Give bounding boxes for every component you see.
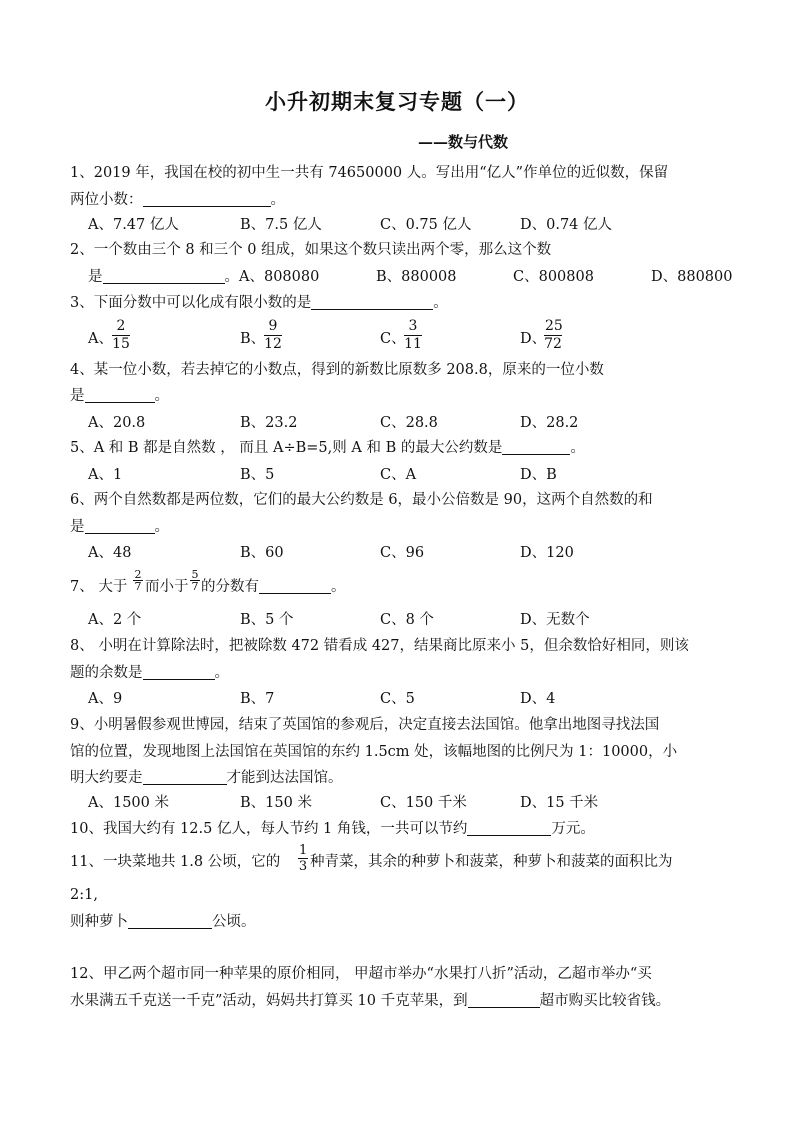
question-9-text: 明大约要走 xyxy=(70,770,143,786)
question-3-text: 3、下面分数中可以化成有限小数的是 xyxy=(70,295,312,311)
question-8-line-1: 8、 小明在计算除法时，把被除数 472 错看成 427，结果商比原来小 5，但余数恰好相同，则该 xyxy=(70,638,689,654)
q3-option-d-fraction xyxy=(544,318,562,353)
question-1-end: 。 xyxy=(270,192,285,208)
question-1-line-1: 1、2019 年，我国在校的初中生一共有 74650000 人。写出用“亿人”作单位的近似数，保留 xyxy=(70,165,669,181)
fraction-numerator: 3 xyxy=(404,318,422,336)
q4-option-c: C、28.8 xyxy=(380,415,438,431)
q2-option-c: C、800808 xyxy=(513,269,594,285)
question-11-ratio: 2:1, xyxy=(70,887,98,903)
fraction-numerator: 5 xyxy=(191,568,199,581)
q5-option-c: C、A xyxy=(380,467,417,483)
question-11-line-3 xyxy=(70,912,256,932)
fraction-numerator: 9 xyxy=(264,318,282,336)
answer-blank-4[interactable] xyxy=(85,386,155,403)
fraction-numerator: 2 xyxy=(112,318,130,336)
q1-option-b: B、7.5 亿人 xyxy=(240,217,322,233)
question-9-line-3 xyxy=(70,768,343,788)
answer-blank-1[interactable] xyxy=(143,190,271,207)
question-5-text: 5、A 和 B 都是自然数 ， 而且 A÷B=5,则 A 和 B 的最大公约数是 xyxy=(70,440,503,456)
q9-option-a: A、1500 米 xyxy=(88,795,169,811)
q8-option-d: D、4 xyxy=(520,691,556,707)
question-7-mid: 而小于 xyxy=(145,579,189,595)
page-title: 小升初期末复习专题（一） xyxy=(265,89,529,114)
q3-option-b-label: B、 xyxy=(240,331,266,347)
fraction-denominator: 7 xyxy=(191,580,199,593)
q7-option-a: A、2 个 xyxy=(88,612,142,628)
q8-option-a: A、9 xyxy=(88,691,123,707)
q6-option-d: D、120 xyxy=(520,545,574,561)
question-3-end: 。 xyxy=(433,295,448,311)
question-4-text: 是 xyxy=(70,388,85,404)
answer-blank-11[interactable] xyxy=(128,912,212,929)
answer-blank-2[interactable] xyxy=(103,267,225,284)
q2-option-a: A、808080 xyxy=(239,269,320,285)
question-8-line-2 xyxy=(70,663,229,683)
fraction-denominator: 7 xyxy=(134,580,142,593)
question-6-line-1: 6、两个自然数都是两位数，它们的最大公约数是 6，最小公倍数是 90，这两个自然数的和 xyxy=(70,492,653,508)
q4-option-d: D、28.2 xyxy=(520,415,579,431)
q2-option-b: B、880008 xyxy=(376,269,457,285)
fraction-numerator: 2 xyxy=(134,568,142,581)
question-6-text: 是 xyxy=(70,519,85,535)
question-1-text: 两位小数： xyxy=(70,192,143,208)
q11-fraction xyxy=(298,843,308,874)
page-subtitle: ——数与代数 xyxy=(418,133,509,151)
q4-option-b: B、23.2 xyxy=(240,415,298,431)
q5-option-d: D、B xyxy=(520,467,557,483)
question-12-line-2 xyxy=(70,991,670,1011)
question-2-line-1: 2、一个数由三个 8 和三个 0 组成，如果这个数只读出两个零，那么这个数 xyxy=(70,242,552,258)
question-4-line-1: 4、某一位小数，若去掉它的小数点，得到的新数比原数多 208.8，原来的一位小数 xyxy=(70,362,604,378)
answer-blank-12[interactable] xyxy=(468,991,540,1008)
q7-option-c: C、8 个 xyxy=(380,612,434,628)
fraction-denominator: 72 xyxy=(544,336,562,352)
question-7-suffix-line xyxy=(201,577,346,597)
q7-option-d: D、无数个 xyxy=(520,612,590,628)
question-7-end: 。 xyxy=(331,579,346,595)
q5-option-a: A、1 xyxy=(88,467,123,483)
question-4-end: 。 xyxy=(154,388,169,404)
question-10-end: 万元。 xyxy=(551,821,595,837)
question-7-suffix: 的分数有 xyxy=(201,579,259,595)
answer-blank-7[interactable] xyxy=(259,577,331,594)
question-12-line-1: 12、甲乙两个超市同一种苹果的原价相同， 甲超市举办“水果打八折”活动，乙超市举办“买 xyxy=(70,966,652,982)
question-10-text: 10、我国大约有 12.5 亿人，每人节约 1 角钱，一共可以节约 xyxy=(70,821,468,837)
question-4-line-2 xyxy=(70,386,169,406)
question-2-line-2 xyxy=(88,267,319,287)
fraction-numerator: 25 xyxy=(545,318,563,334)
q9-option-c: C、150 千米 xyxy=(380,795,467,811)
answer-blank-9[interactable] xyxy=(143,768,227,785)
fraction-numerator: 1 xyxy=(299,843,308,858)
question-12-end: 超市购买比较省钱。 xyxy=(539,993,671,1009)
q3-option-a-fraction xyxy=(112,318,130,353)
question-6-line-2 xyxy=(70,517,169,537)
q9-option-d: D、15 千米 xyxy=(520,795,599,811)
answer-blank-8[interactable] xyxy=(143,663,215,680)
question-11-suffix: 种青菜，其余的种萝卜和菠菜，种萝卜和菠菜的面积比为 xyxy=(310,854,673,870)
q7-fraction-1 xyxy=(133,569,143,592)
q5-option-b: B、5 xyxy=(240,467,275,483)
fraction-denominator: 15 xyxy=(112,336,130,352)
question-2-end: 。 xyxy=(224,269,239,285)
q8-option-b: B、7 xyxy=(240,691,275,707)
q7-option-b: B、5 个 xyxy=(240,612,294,628)
q9-option-b: B、150 米 xyxy=(240,795,312,811)
q6-option-b: B、60 xyxy=(240,545,284,561)
question-5-line xyxy=(70,438,585,458)
q3-option-b-fraction xyxy=(264,318,282,353)
q3-option-c-fraction xyxy=(404,318,422,353)
question-11-end: 公顷。 xyxy=(212,914,256,930)
q8-option-c: C、5 xyxy=(380,691,415,707)
question-10-line xyxy=(70,819,595,839)
question-11-text: 则种萝卜 xyxy=(70,914,128,930)
q1-option-c: C、0.75 亿人 xyxy=(380,217,472,233)
question-9-line-2: 馆的位置，发现地图上法国馆在英国馆的东约 1.5cm 处，该幅地图的比例尺为 1：10000，小 xyxy=(70,744,678,760)
question-11-prefix: 11、一块菜地共 1.8 公顷，它的 xyxy=(70,854,281,870)
fraction-denominator: 11 xyxy=(404,336,422,352)
q3-option-d-label: D、 xyxy=(520,331,547,347)
answer-blank-3[interactable] xyxy=(311,293,433,310)
question-2-text: 是 xyxy=(88,269,103,285)
q6-option-c: C、96 xyxy=(380,545,425,561)
q3-option-c-label: C、 xyxy=(380,331,406,347)
q6-option-a: A、48 xyxy=(88,545,132,561)
question-12-text: 水果满五千克送一千克”活动，妈妈共打算买 10 千克苹果，到 xyxy=(70,993,468,1009)
question-8-end: 。 xyxy=(214,665,229,681)
question-5-end: 。 xyxy=(570,440,585,456)
answer-blank-10[interactable] xyxy=(467,819,551,836)
q1-option-d: D、0.74 亿人 xyxy=(520,217,613,233)
q1-option-a: A、7.47 亿人 xyxy=(88,217,179,233)
fraction-denominator: 12 xyxy=(264,336,282,352)
question-8-text: 题的余数是 xyxy=(70,665,143,681)
question-6-end: 。 xyxy=(154,519,169,535)
q2-option-d: D、880800 xyxy=(651,269,733,285)
q4-option-a: A、20.8 xyxy=(88,415,146,431)
question-9-end: 才能到达法国馆。 xyxy=(226,770,343,786)
answer-blank-5[interactable] xyxy=(502,438,570,455)
question-1-line-2 xyxy=(70,190,285,210)
q7-fraction-2 xyxy=(190,569,200,592)
q3-option-a-label: A、 xyxy=(88,331,113,347)
answer-blank-6[interactable] xyxy=(85,517,155,534)
question-9-line-1: 9、小明暑假参观世博园，结束了英国馆的参观后，决定直接去法国馆。他拿出地图寻找法国 xyxy=(70,717,660,733)
question-3-line xyxy=(70,293,448,313)
question-7-prefix: 7、 大于 xyxy=(70,579,128,595)
fraction-denominator: 3 xyxy=(298,859,308,874)
